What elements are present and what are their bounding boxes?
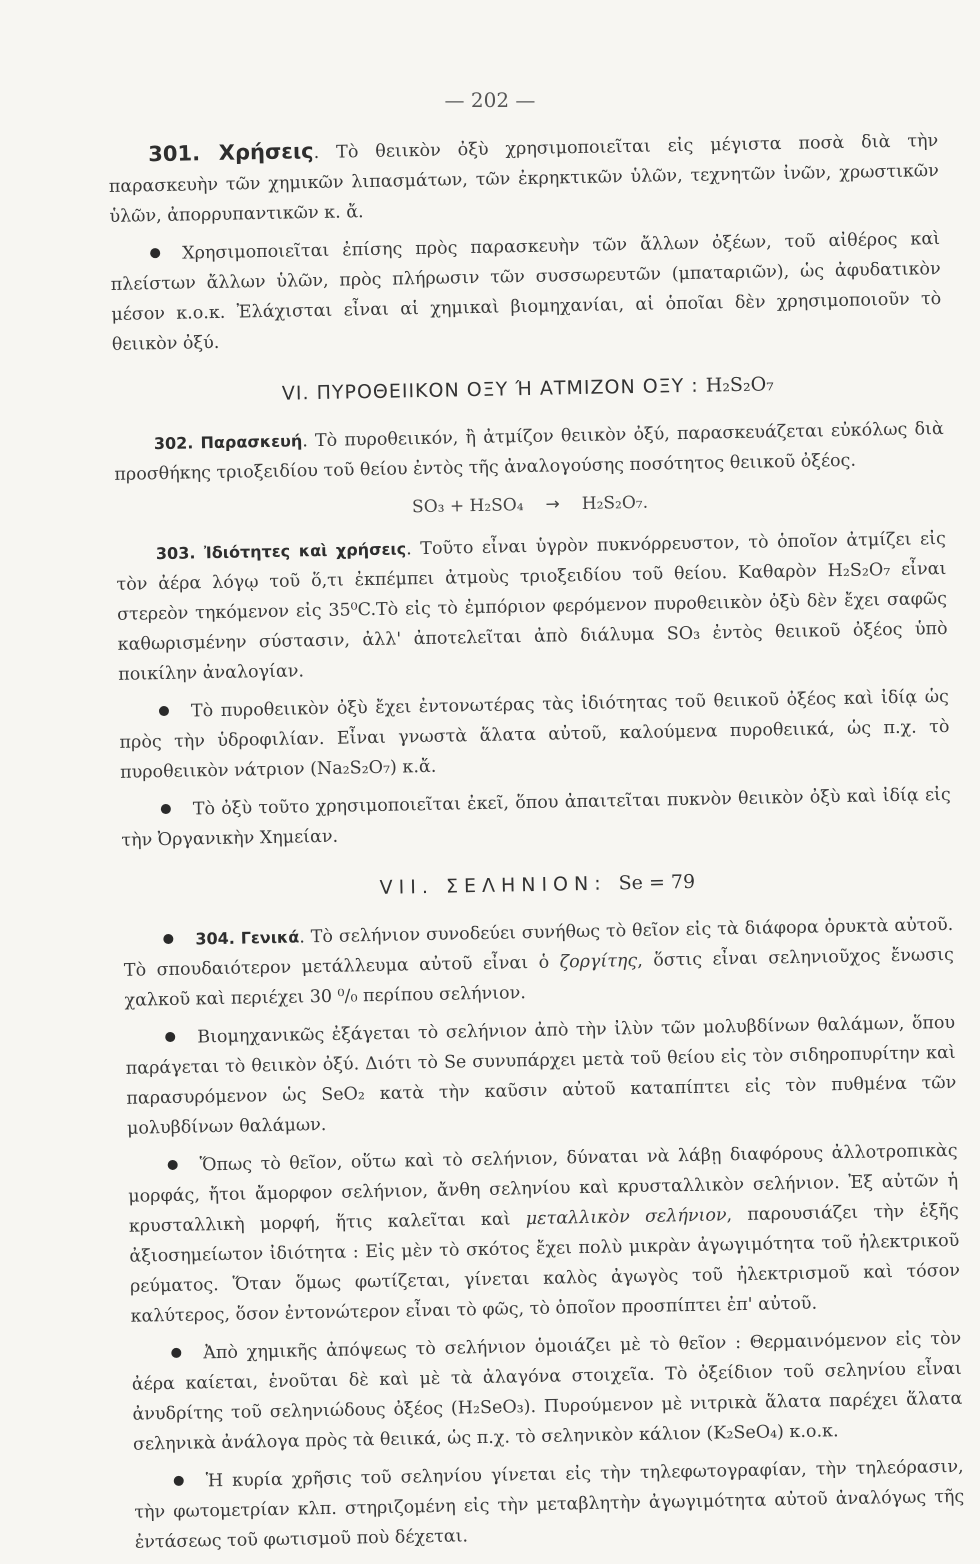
equation-left: SO₃ + H₂SO₄	[411, 495, 524, 518]
paragraph-304-c-text: Ὅπως τὸ θεῖον, οὕτω καὶ τὸ σελήνιον, δύναται νὰ λάβῃ διαφόρους ἀλλοτροπικὰς μορφάς, ἤτοι ἄμορφον σελήνιον, ἄνθη σεληνίου καὶ κρυσταλλικὸν σελήνιον. Ἐξ αὐτῶν ἡ κρυσταλλικὴ μορφή, ἥτις καλεῖται καὶ	[128, 1140, 959, 1237]
heading-vii-formula: Se = 79	[618, 870, 696, 895]
equation-right: H₂S₂O₇.	[581, 492, 649, 514]
paragraph-304-text: . Τὸ σελήνιον συνοδεύει συνήθως τὸ θεῖον εἰς τὰ διάφορα ὀρυκτὰ αὐτοῦ. Τὸ σπουδαιότερον μετάλλευμα αὐτοῦ εἶναι ὁ	[123, 914, 954, 981]
paragraph-301	[108, 124, 940, 232]
paragraph-304-text-b: , ὅστις εἶναι σεληνιοῦχος ἔνωσις χαλκοῦ καὶ περιέχει 30 ⁰/₀ περίπου σελήνιον.	[124, 944, 954, 1011]
paragraph-304-e-text: Ἡ κυρία χρῆσις τοῦ σεληνίου γίνεται εἰς τὴν τηλεφωτογραφίαν, τὴν τηλεόρασιν, τὴν φωτομετρίαν κλπ. στηριζομένη εἰς τὴν μεταβλητὴν ἀγωγιμότητα αὐτοῦ ἀναλόγως τῆς ἐντάσεως τοῦ φωτισμοῦ ποὺ δέχεται.	[134, 1456, 965, 1553]
paragraph-301-b-text: Χρησιμοποιεῖται ἐπίσης πρὸς παρασκευὴν τῶν ἄλλων ὀξέων, τοῦ αἰθέρος καὶ πλείστων ἄλλων ὑλῶν, πρὸς πλήρωσιν τῶν συσσωρευτῶν (μπαταριῶν), ὡς ἀφυδατικὸν μέσον κ.ο.κ. Ἐλάχισται εἶναι αἱ χημικαὶ βιομηχανίαι, αἱ ὁποῖαι δὲν χρησιμοποιοῦν τὸ θειικὸν ὀξύ.	[110, 229, 942, 355]
body-text	[108, 124, 965, 1564]
bullet-icon	[168, 1159, 178, 1169]
paragraph-304-c	[127, 1136, 960, 1332]
bullet-icon	[159, 705, 169, 715]
paragraph-304-b-text: Βιομηχανικῶς ἐξάγεται τὸ σελήνιον ἀπὸ τὴν ἰλὺν τῶν μολυβδίνων θαλάμων, ὅπου παράγεται τὸ θειικὸν ὀξύ. Διότι τὸ Se συνυπάρχει μετὰ τοῦ θείου εἰς τὸν σιδηροπυρίτην καὶ παρασυρόμενον ὡς SeO₂ κατὰ τὴν καῦσιν αὐτοῦ καταπίπτει εἰς τὸν πυθμένα τῶν μολυβδίνων θαλάμων.	[125, 1012, 957, 1139]
heading-vii-title: ΣΕΛΗΝΙΟΝ:	[445, 872, 607, 898]
section-number-304: 304. Γενικά	[195, 927, 300, 949]
section-number-301: 301. Χρήσεις	[148, 139, 314, 167]
paragraph-303	[116, 524, 949, 690]
bullet-icon	[171, 1347, 181, 1357]
bullet-icon	[150, 248, 160, 258]
heading-vi-formula: H₂S₂O₇	[705, 373, 774, 397]
paragraph-302	[114, 414, 945, 490]
paragraph-302-text: . Τὸ πυροθειικόν, ἢ ἀτμίζον θειικὸν ὀξύ, παρασκευάζεται εὐκόλως διὰ προσθήκης τριοξειδίου τοῦ θείου ἐντὸς τῆς ἀναλογούσης ποσότητος θειικοῦ ὀξέος.	[114, 419, 944, 485]
heading-vi-roman: VI.	[281, 382, 310, 405]
paragraph-304	[123, 910, 955, 1016]
section-heading-vi	[113, 366, 943, 412]
paragraph-304-e	[133, 1452, 965, 1558]
equation-302	[115, 482, 945, 528]
heading-vii-roman: VII.	[379, 875, 435, 899]
paragraph-303-b-text: Τὸ πυροθειικὸν ὀξὺ ἔχει ἐντονωτέρας τὰς ἰδιότητας τοῦ θειικοῦ ὀξέος καὶ ἰδίᾳ ὡς πρὸς τὴν ὑδροφιλίαν. Εἶναι γνωστὰ ἅλατα αὐτοῦ, καλούμενα πυροθειικά, ὡς π.χ. τὸ πυροθειικὸν νάτριον (Na₂S₂O₇) κ.ἄ.	[119, 686, 950, 783]
bullet-icon	[165, 1031, 175, 1041]
metallic-selenium-term: μεταλλικὸν σελήνιον	[525, 1205, 727, 1230]
mineral-name: ζοργίτης	[559, 950, 638, 973]
paragraph-303-text: . Τοῦτο εἶναι ὑγρὸν πυκνόρρευστον, τὸ ὁποῖον ἀτμίζει εἰς τὸν ἀέρα λόγῳ τοῦ ὅ,τι ἐκπέμπει ἀτμοὺς τριοξειδίου τοῦ θείου. Καθαρὸν H₂S₂O₇ εἶναι στερεὸν τηκόμενον εἰς 35⁰C.Τὸ εἰς τὸ ἐμπόριον φερόμενον πυροθειικὸν ὀξὺ δὲν ἔχει σαφῶς καθωρισμένην σύστασιν, ἀλλ' ἀποτελεῖται ἀπὸ διάλυμα SO₃ ἐντὸς θειικοῦ ὀξέος ὑπὸ ποικίλην ἀναλογίαν.	[116, 528, 948, 685]
paragraph-304-d	[131, 1324, 963, 1460]
paragraph-303-c-text: Τὸ ὀξὺ τοῦτο χρησιμοποιεῖται ἐκεῖ, ὅπου ἀπαιτεῖται πυκνὸν θειικὸν ὀξὺ καὶ ἰδίᾳ εἰς τὴν Ὀργανικὴν Χημείαν.	[121, 784, 951, 851]
paragraph-301-b	[110, 224, 942, 360]
section-number-303: 303. Ἰδιότητες καὶ χρήσεις	[155, 539, 407, 564]
section-number-302: 302. Παρασκευή	[153, 431, 303, 454]
paragraph-304-b	[125, 1008, 957, 1144]
paragraph-304-d-text: Ἀπὸ χημικῆς ἀπόψεως τὸ σελήνιον ὁμοιάζει μὲ τὸ θεῖον : Θερμαινόμενον εἰς τὸν ἀέρα καίεται, ἑνοῦται δὲ καὶ μὲ τὰ ἀλαγόνα στοιχεῖα. Τὸ ὀξείδιον τοῦ σεληνίου εἶναι ἀνυδρίτης τοῦ σεληνιώδους ὀξέος (H₂SeO₃). Πυρούμενον μὲ νιτρικὰ ἅλατα παρέχει ἅλατα σεληνικὰ ἀνάλογα πρὸς τὰ θειικά, ὡς π.χ. τὸ σεληνικὸν κάλιον (K₂SeO₄) κ.ο.κ.	[131, 1328, 963, 1455]
paragraph-304-c-text-b: , παρουσιάζει τὴν ἑξῆς ἀξιοσημείωτον ἰδιότητα : Εἰς μὲν τὸ σκότος ἔχει πολὺ μικρὰν ἀγωγιμότητα τοῦ ἠλεκτρικοῦ ρεύματος. Ὅταν ὅμως φωτίζεται, γίνεται καλὸς ἀγωγὸς τοῦ ἠλεκτρισμοῦ καὶ τόσον καλύτερος, ὅσον ἐντονώτερον εἶναι τὸ φῶς, τὸ ὁποῖον προσπίπτει ἐπ' αὐτοῦ.	[129, 1200, 961, 1327]
arrow-right-icon: →	[545, 494, 561, 515]
page-number: — 202 —	[444, 88, 536, 112]
paragraph-301-text: . Τὸ θειικὸν ὀξὺ χρησιμοποιεῖται εἰς μέγιστα ποσὰ διὰ τὴν παρασκευὴν τῶν χημικῶν λιπασμάτων, τῶν ἐκρηκτικῶν ὑλῶν, τεχνητῶν ἰνῶν, χρωστικῶν ὑλῶν, ἀπορρυπαντικῶν κ. ἄ.	[108, 131, 939, 227]
paragraph-303-c	[121, 780, 952, 856]
paragraph-303-b	[119, 682, 951, 788]
bullet-icon	[174, 1475, 184, 1485]
section-heading-vii	[122, 862, 952, 908]
bullet-icon	[163, 933, 173, 943]
heading-vi-title: ΠΥΡΟΘΕΙΙΚΟΝ ΟΞΥ Ή ΑΤΜΙΖΟΝ ΟΞΥ :	[316, 374, 699, 405]
bullet-icon	[161, 803, 171, 813]
